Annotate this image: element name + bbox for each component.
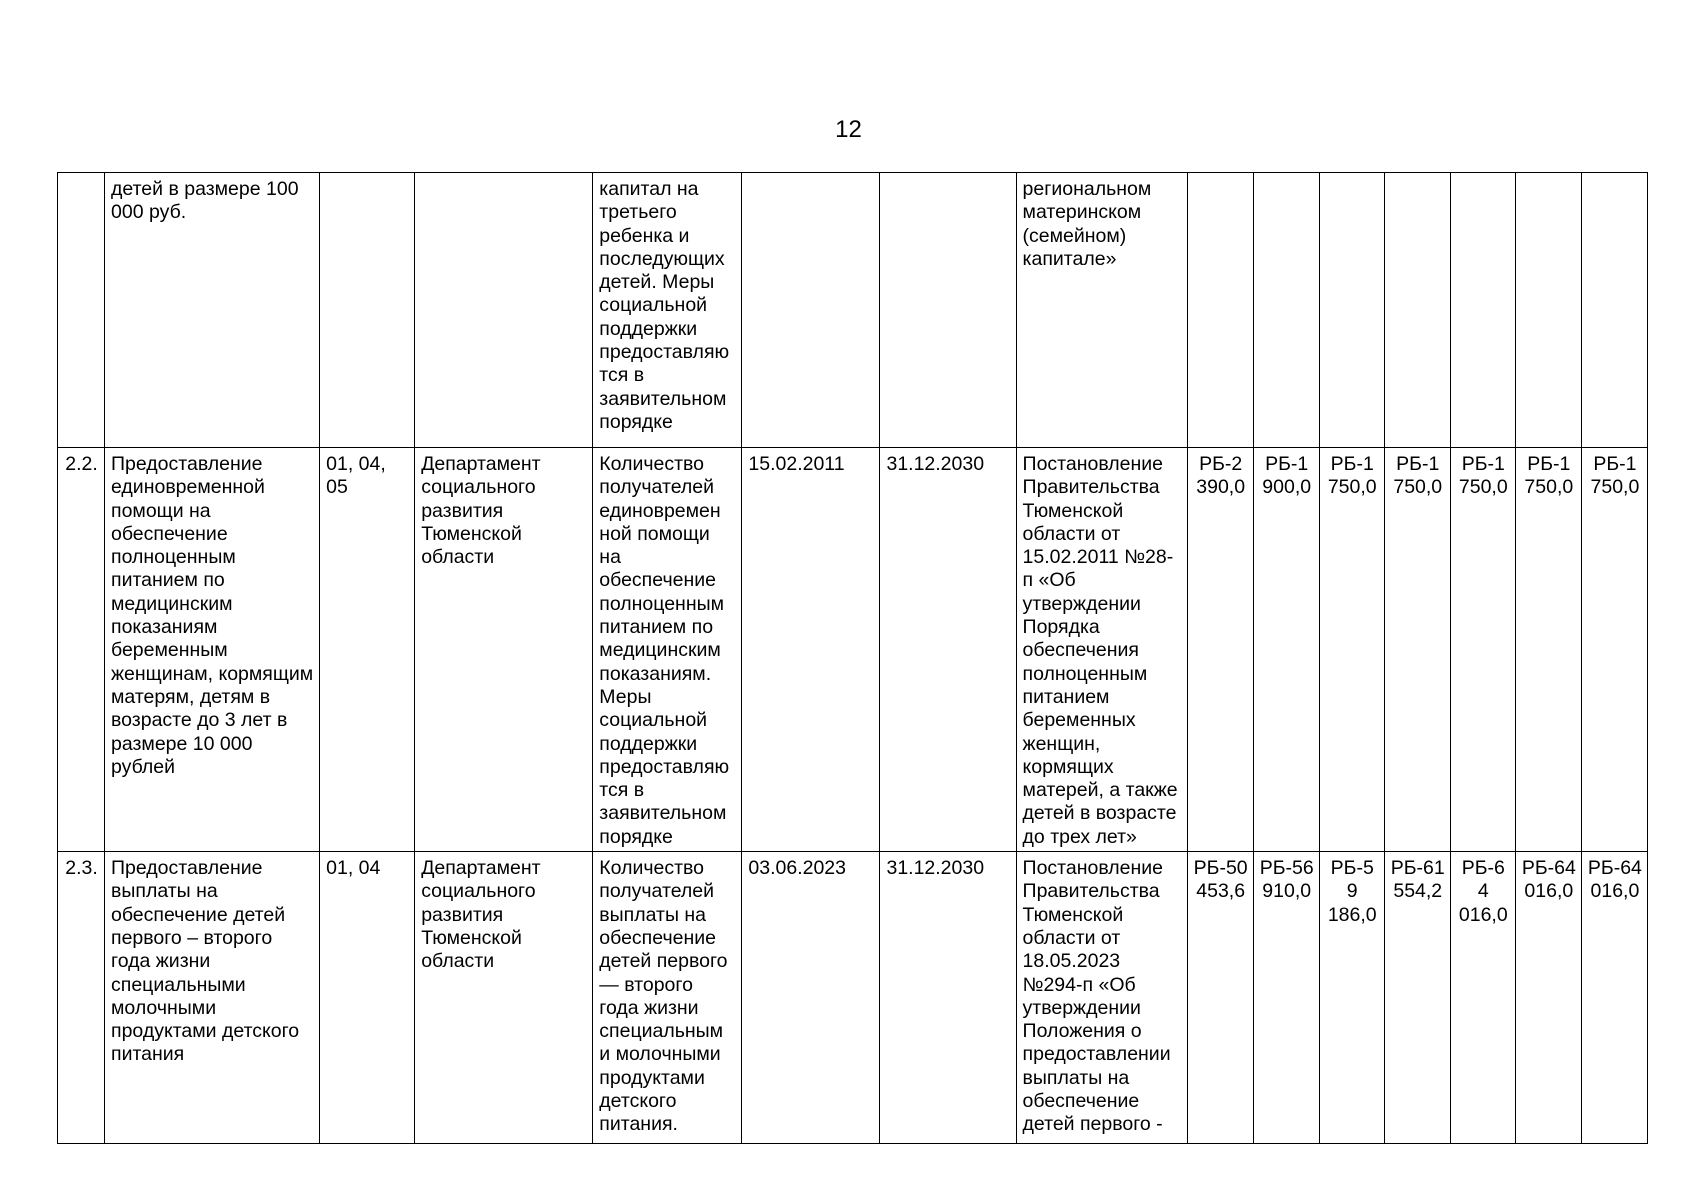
- funding-year-7-cell: РБ-64 016,0: [1581, 852, 1647, 1144]
- funding-year-5-cell: РБ-1 750,0: [1450, 448, 1515, 852]
- legal-act-cell: Постановление Правительства Тюменской области от 18.05.2023 №294-п «Об утверждении Положения о предоставлении выплаты на обеспечение детей первого -: [1016, 852, 1187, 1144]
- start-date-cell: 03.06.2023: [742, 852, 880, 1144]
- funding-year-1-cell: [1187, 173, 1253, 448]
- end-date-cell: [880, 173, 1016, 448]
- table-body: [58, 173, 1648, 1144]
- funding-year-2-cell: РБ-1 900,0: [1253, 448, 1319, 852]
- task-codes-cell: 01, 04, 05: [320, 448, 415, 852]
- table-row: [58, 448, 1648, 852]
- funding-year-3-cell: РБ-59 186,0: [1319, 852, 1384, 1144]
- funding-year-7-cell: РБ-1 750,0: [1581, 448, 1647, 852]
- funding-year-4-cell: РБ-61 554,2: [1384, 852, 1450, 1144]
- legal-act-cell: региональном материнском (семейном) капитале»: [1016, 173, 1187, 448]
- funding-year-5-cell: [1450, 173, 1515, 448]
- executor-cell: Департамент социального развития Тюменской области: [415, 448, 593, 852]
- row-number-cell: 2.3.: [58, 852, 105, 1144]
- funding-year-5-cell: РБ-64 016,0: [1450, 852, 1515, 1144]
- funding-year-3-cell: [1319, 173, 1384, 448]
- measure-name-cell: Предоставление выплаты на обеспечение детей первого – второго года жизни специальными молочными продуктами детского питания: [105, 852, 320, 1144]
- measure-name-cell: детей в размере 100 000 руб.: [105, 173, 320, 448]
- funding-year-6-cell: [1515, 173, 1581, 448]
- executor-cell: [415, 173, 593, 448]
- funding-year-6-cell: РБ-1 750,0: [1515, 448, 1581, 852]
- task-codes-cell: 01, 04: [320, 852, 415, 1144]
- indicator-cell: Количество получателей выплаты на обеспечение детей первого — второго года жизни специальным и молочными продуктами детского питания.: [593, 852, 742, 1144]
- table-row: [58, 852, 1648, 1144]
- funding-year-2-cell: [1253, 173, 1319, 448]
- end-date-cell: 31.12.2030: [880, 852, 1016, 1144]
- page-number: 12: [835, 116, 862, 143]
- indicator-cell: Количество получателей единовремен ной помощи на обеспечение полноценным питанием по медицинским показаниям. Меры социальной поддержки предоставляю тся в заявительном порядке: [593, 448, 742, 852]
- task-codes-cell: [320, 173, 415, 448]
- table-row: [58, 173, 1648, 448]
- indicator-cell: капитал на третьего ребенка и последующих детей. Меры социальной поддержки предоставляю тся в заявительном порядке: [593, 173, 742, 448]
- executor-cell: Департамент социального развития Тюменской области: [415, 852, 593, 1144]
- legal-act-cell: Постановление Правительства Тюменской области от 15.02.2011 №28-п «Об утверждении Порядка обеспечения полноценным питанием беременных женщин, кормящих матерей, а также детей в возрасте до трех лет»: [1016, 448, 1187, 852]
- funding-year-7-cell: [1581, 173, 1647, 448]
- start-date-cell: 15.02.2011: [742, 448, 880, 852]
- funding-year-4-cell: [1384, 173, 1450, 448]
- funding-year-2-cell: РБ-56 910,0: [1253, 852, 1319, 1144]
- funding-year-1-cell: РБ-50 453,6: [1187, 852, 1253, 1144]
- end-date-cell: 31.12.2030: [880, 448, 1016, 852]
- start-date-cell: [742, 173, 880, 448]
- funding-year-6-cell: РБ-64 016,0: [1515, 852, 1581, 1144]
- program-measures-table: [57, 172, 1648, 1144]
- funding-year-4-cell: РБ-1 750,0: [1384, 448, 1450, 852]
- funding-year-1-cell: РБ-2 390,0: [1187, 448, 1253, 852]
- row-number-cell: [58, 173, 105, 448]
- measure-name-cell: Предоставление единовременной помощи на обеспечение полноценным питанием по медицинским показаниям беременным женщинам, кормящим матерям, детям в возрасте до 3 лет в размере 10 000 рублей: [105, 448, 320, 852]
- funding-year-3-cell: РБ-1 750,0: [1319, 448, 1384, 852]
- row-number-cell: 2.2.: [58, 448, 105, 852]
